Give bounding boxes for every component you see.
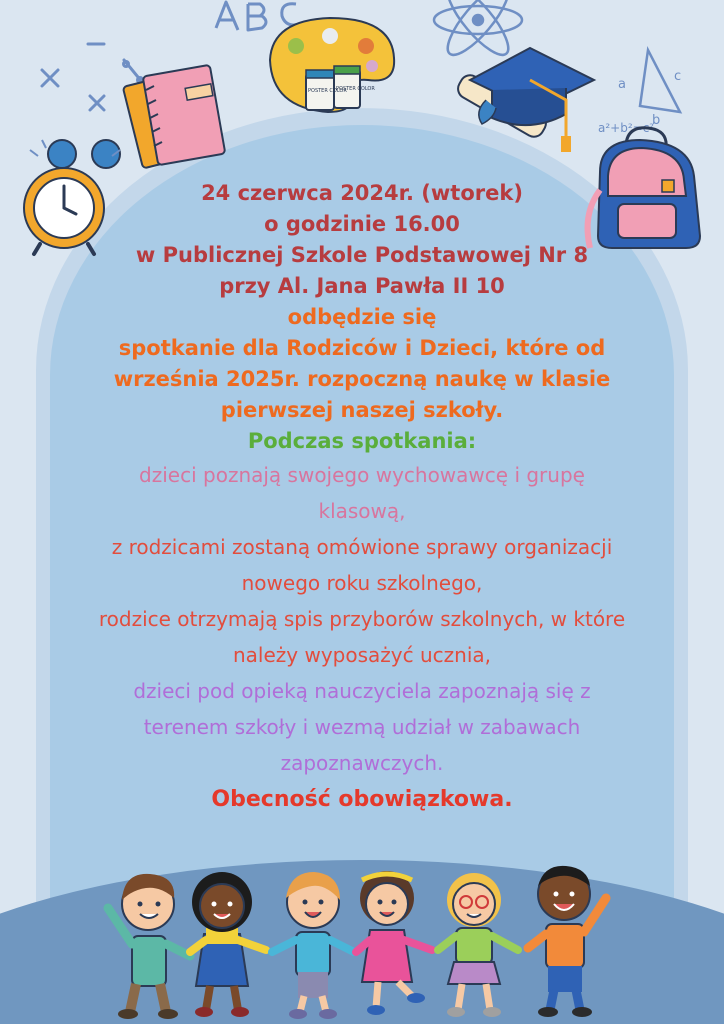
abc-letters-icon (216, 2, 300, 30)
agenda-item-4-line-2: terenem szkoły i wezmą udział w zabawach (143, 715, 581, 739)
meeting-time: o godzinie 16.00 (264, 212, 460, 236)
agenda-item-1-line-2: klasową, (318, 499, 406, 523)
agenda-item-2-line-2: nowego roku szkolnego, (241, 571, 483, 595)
paint-palette-icon (270, 18, 394, 112)
paint-label-1: POSTER COLOR (308, 88, 347, 94)
announcement-text (48, 178, 676, 817)
svg-text:a²+b²=c²: a²+b²=c² (598, 121, 655, 135)
attendance-mandatory: Obecność obowiązkowa. (211, 787, 513, 812)
svg-text:c: c (674, 69, 682, 84)
paint-label-2: POSTER COLOR (336, 86, 375, 92)
svg-text:a: a (618, 77, 626, 92)
agenda-item-1-line-1: dzieci poznają swojego wychowawcę i grupę (139, 463, 585, 487)
agenda-item-2-line-1: z rodzicami zostaną omówione sprawy organizacji (111, 535, 613, 559)
agenda-item-3-line-2: należy wyposażyć ucznia, (233, 643, 491, 667)
meeting-description-line-1: spotkanie dla Rodziców i Dzieci, które od (118, 336, 606, 360)
atom-icon (434, 0, 522, 63)
triangle-ruler-icon (598, 50, 681, 135)
school-address: przy Al. Jana Pawła II 10 (219, 274, 505, 298)
agenda-heading: Podczas spotkania: (247, 429, 477, 453)
meeting-description-line-2: września 2025r. rozpoczną naukę w klasie (113, 367, 611, 391)
will-take-place: odbędzie się (287, 305, 437, 329)
agenda-item-4-line-3: zapoznawczych. (280, 751, 444, 775)
agenda-item-4-line-1: dzieci pod opieką nauczyciela zapoznają się z (133, 679, 591, 703)
meeting-description-line-3: pierwszej naszej szkoły. (220, 398, 504, 422)
school-name: w Publicznej Szkole Podstawowej Nr 8 (135, 243, 589, 267)
agenda-item-3-line-1: rodzice otrzymają spis przyborów szkolnych, w które (98, 607, 626, 631)
svg-text:b: b (652, 113, 661, 128)
meeting-date: 24 czerwca 2024r. (wtorek) (201, 181, 523, 205)
